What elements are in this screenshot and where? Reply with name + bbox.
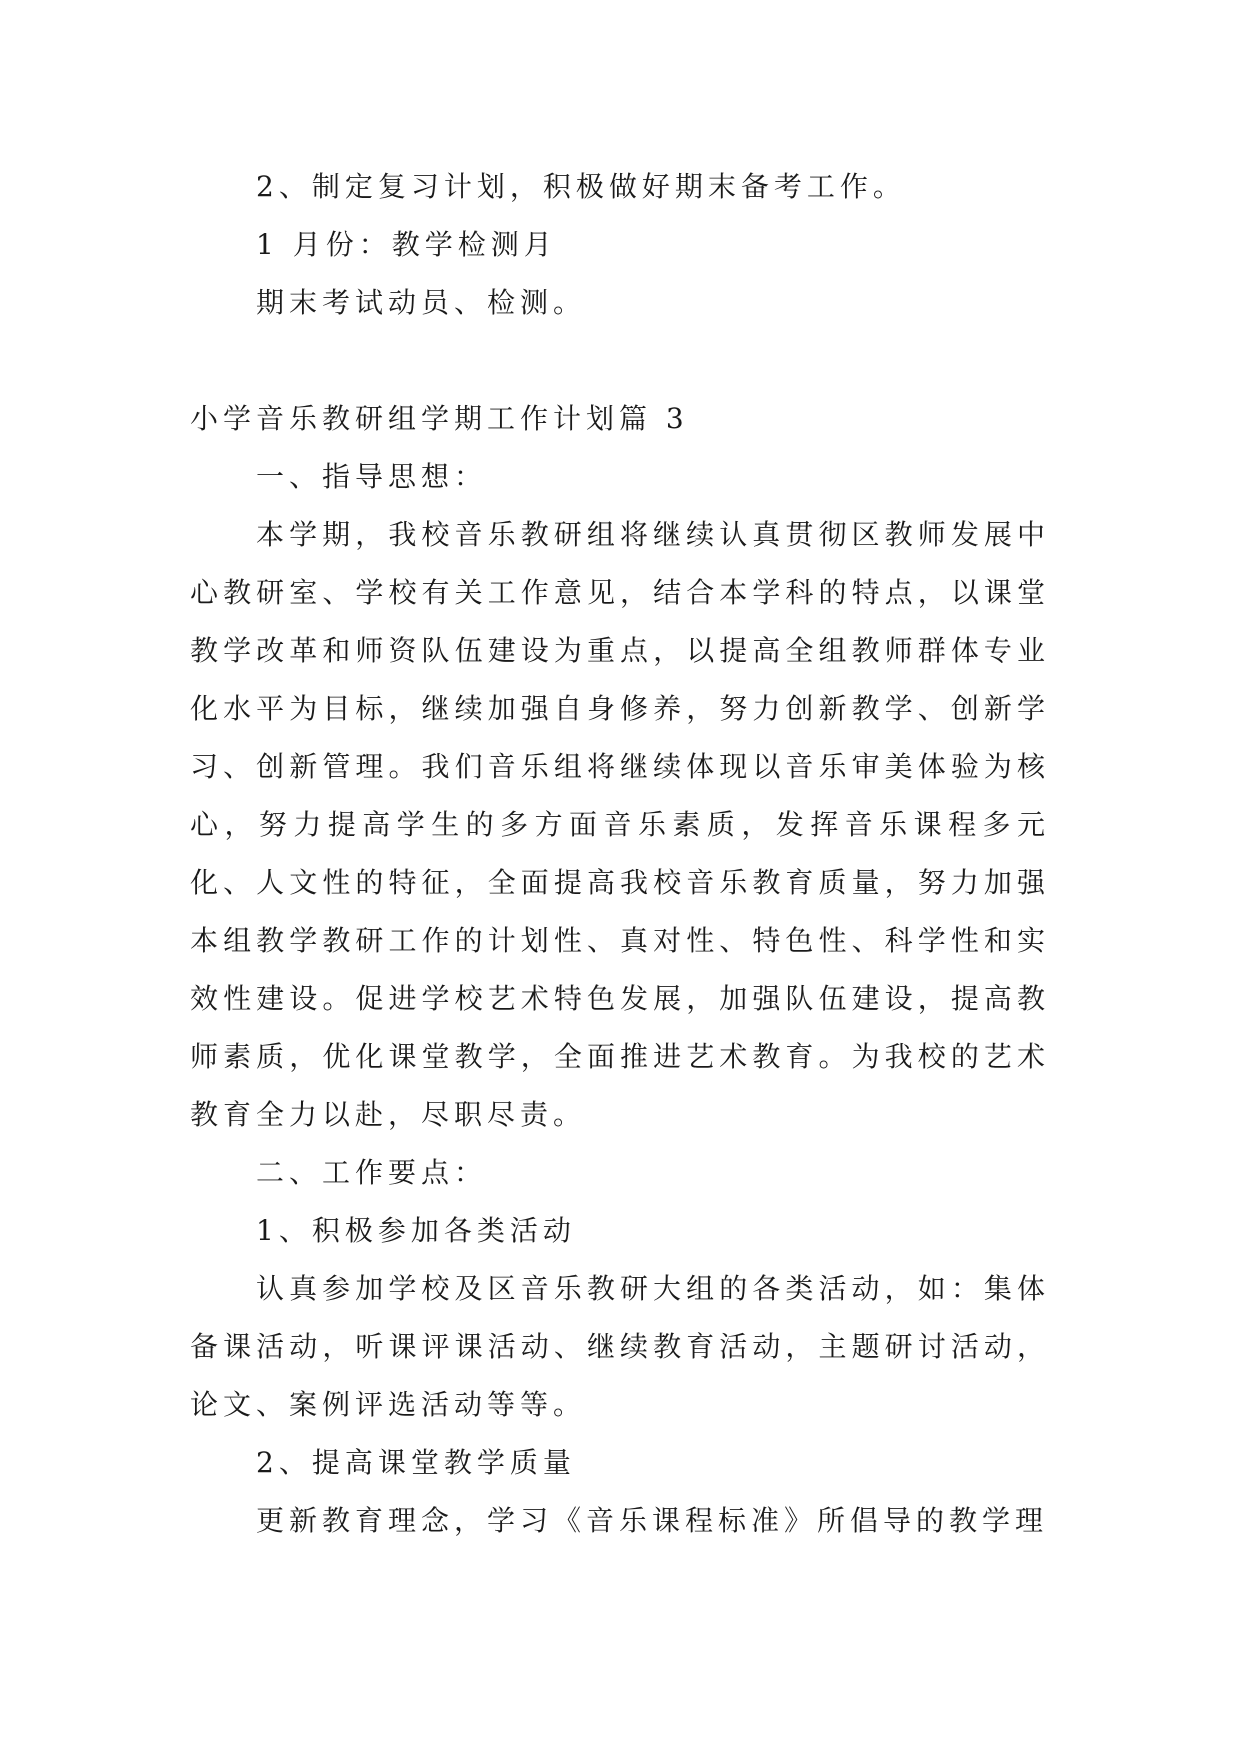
paragraph-activities: 认真参加学校及区音乐教研大组的各类活动，如：集体备课活动，听课评课活动、继续教育活动，主题研讨活动，论文、案例评选活动等等。 bbox=[190, 1272, 1050, 1421]
subheading-teaching-quality: 2、提高课堂教学质量 bbox=[256, 1446, 576, 1479]
paragraph-january: 1 月份：教学检测月 bbox=[256, 228, 557, 261]
section-title: 小学音乐教研组学期工作计划篇 3 bbox=[190, 402, 689, 435]
paragraph-guiding-idea: 本学期，我校音乐教研组将继续认真贯彻区教师发展中心教研室、学校有关工作意见，结合本学科的特点，以课堂教学改革和师资队伍建设为重点，以提高全组教师群体专业化水平为目标，继续加强自身修养，努力创新教学、创新学习、创新管理。我们音乐组将继续体现以音乐审美体验为核心，努力提高学生的多方面音乐素质，发挥音乐课程多元化、人文性的特征，全面提高我校音乐教育质量，努力加强本组教学教研工作的计划性、真对性、特色性、科学性和实效性建设。促进学校艺术特色发展，加强队伍建设，提高教师素质，优化课堂教学，全面推进艺术教育。为我校的艺术教育全力以赴，尽职尽责。 bbox=[190, 518, 1050, 1131]
subheading-activities: 1、积极参加各类活动 bbox=[256, 1214, 576, 1247]
section-gap bbox=[190, 332, 1050, 390]
subheading-work-points: 二、工作要点： bbox=[256, 1156, 488, 1189]
document-body bbox=[190, 158, 1050, 1550]
subheading-guiding-idea: 一、指导思想： bbox=[256, 460, 488, 493]
paragraph-teaching-quality: 更新教育理念，学习《音乐课程标准》所倡导的教学理 bbox=[256, 1504, 1049, 1537]
paragraph-review-plan: 2、制定复习计划，积极做好期末备考工作。 bbox=[256, 170, 906, 203]
paragraph-final-exam: 期末考试动员、检测。 bbox=[256, 286, 587, 319]
